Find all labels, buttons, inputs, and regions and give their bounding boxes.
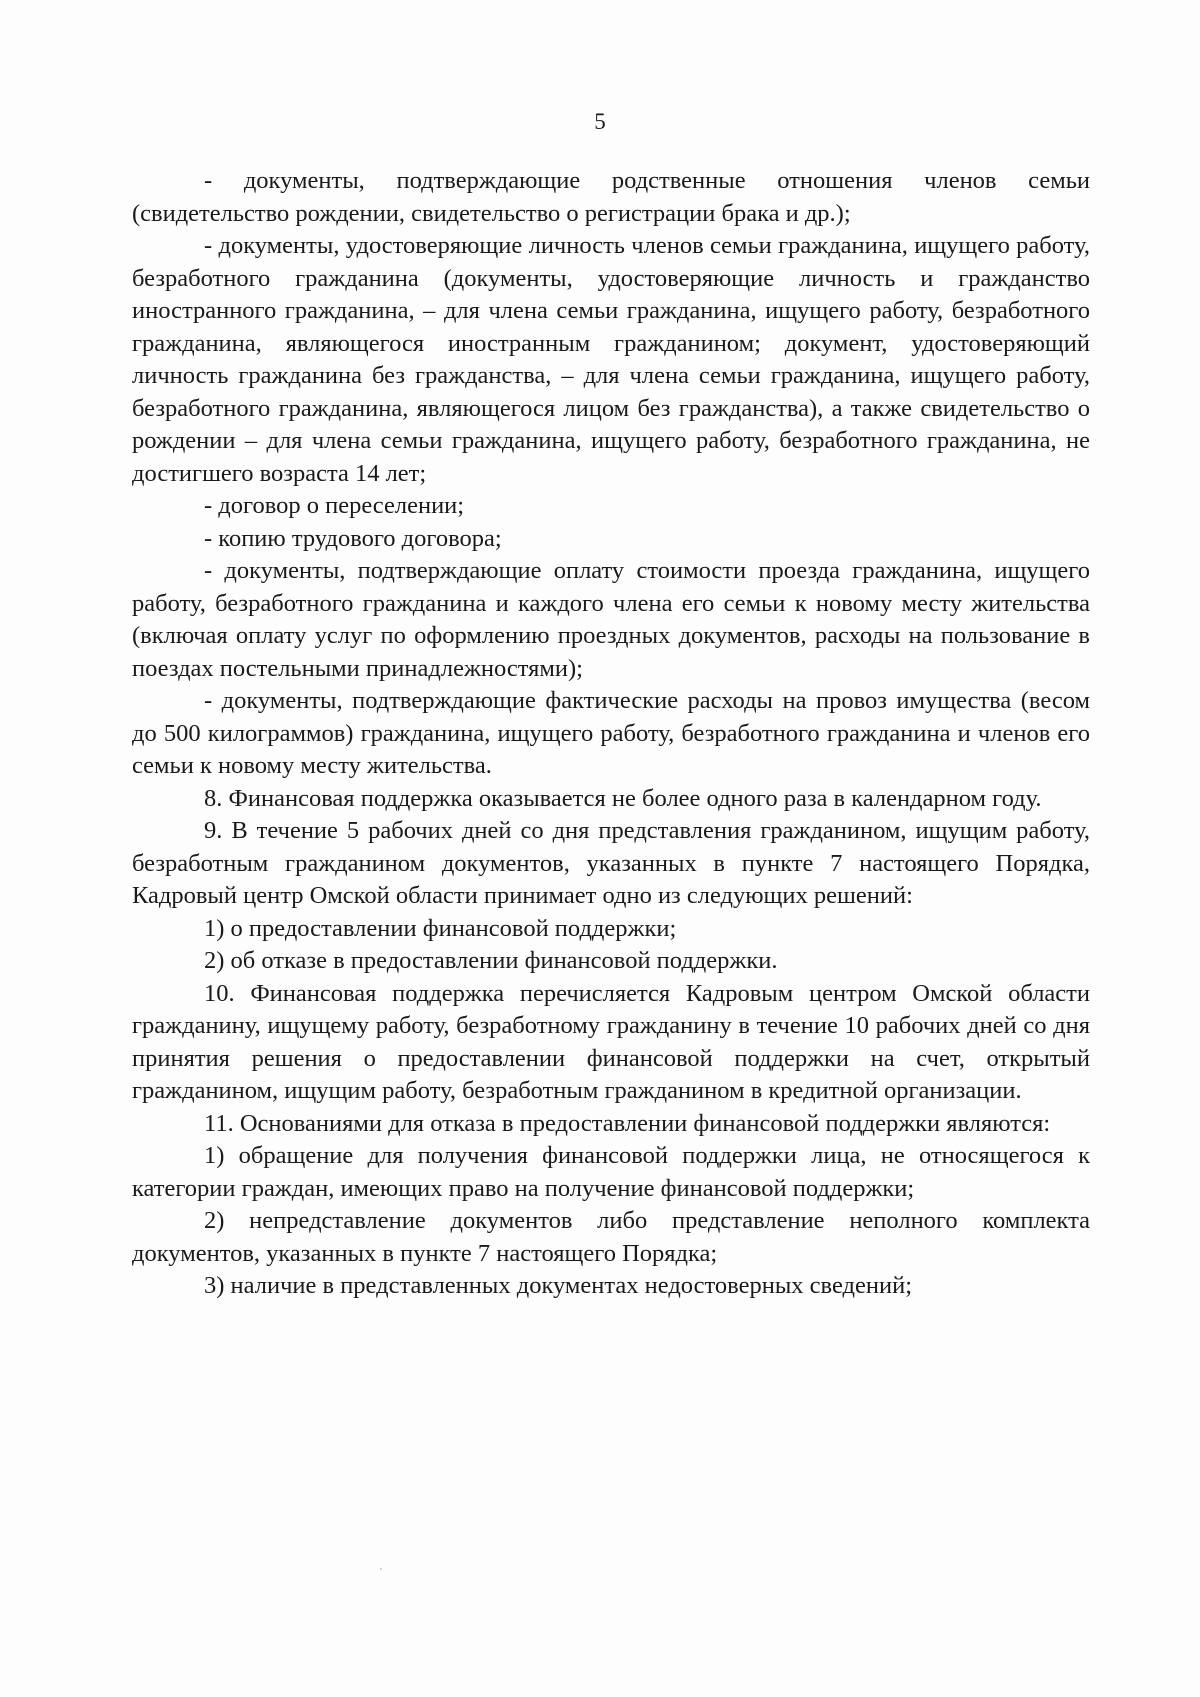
paragraph-identity-docs: - документы, удостоверяющие личность членов семьи гражданина, ищущего работу, безработного гражданина (документы, удостоверяющие личность и гражданство иностранного гражданина, – для члена семьи гражданина, ищущего работу, безработного гражданина, являющегося иностранным гражданином; документ, удостоверяющий личность гражданина без гражданства, – для члена семьи гражданина, ищущего работу, безработного гражданина, являющегося лицом без гражданства), а также свидетельство о рождении – для члена семьи гражданина, ищущего работу, безработного гражданина, не достигшего возраста 14 лет; [132, 232, 1090, 487]
paragraph-item-11-reason-3: 3) наличие в представленных документах недостоверных сведений; [204, 1272, 912, 1299]
paragraph-item-10: 10. Финансовая поддержка перечисляется Кадровым центром Омской области гражданину, ищущему работу, безработному гражданину в течение 10 рабочих дней со дня принятия решения о предоставлении финансовой поддержки на счет, открытый гражданином, ищущим работу, безработным гражданином в кредитной организации. [132, 979, 1090, 1104]
page-number: 5 [594, 109, 606, 134]
paragraph-item-8: 8. Финансовая поддержка оказывается не более одного раза в календарном году. [204, 784, 1042, 812]
document-body [132, 165, 1090, 1303]
paragraph-travel-cost-docs: - документы, подтверждающие оплату стоимости проезда гражданина, ищущего работу, безработного гражданина и каждого члена его семьи к новому месту жительства (включая оплату услуг по оформлению проездных документов, расходы на пользование в поездах постельными принадлежностями); [132, 557, 1090, 682]
paragraph-item-11-reason-2: 2) непредставление документов либо представление неполного комплекта документов, указанных в пункте 7 настоящего Порядка; [132, 1207, 1090, 1267]
paragraph-property-transport-docs: - документы, подтверждающие фактические расходы на провоз имущества (весом до 500 килограммов) гражданина, ищущего работу, безработного гражданина и членов его семьи к новому месту жительства. [132, 687, 1090, 779]
paragraph-family-relationship-docs: - документы, подтверждающие родственные отношения членов семьи (свидетельство рождении, свидетельство о регистрации брака и др.); [132, 167, 1090, 227]
paragraph-item-11-reason-1: 1) обращение для получения финансовой поддержки лица, не относящегося к категории граждан, имеющих право на получение финансовой поддержки; [132, 1142, 1090, 1202]
paragraph-item-9-option-2: 2) об отказе в предоставлении финансовой поддержки. [204, 947, 778, 974]
paragraph-item-9-option-1: 1) о предоставлении финансовой поддержки; [204, 914, 677, 942]
paragraph-item-11: 11. Основаниями для отказа в предоставлении финансовой поддержки являются: [204, 1109, 1051, 1137]
scan-speck [380, 1568, 382, 1570]
paragraph-relocation-agreement: - договор о переселении; [204, 492, 465, 519]
paragraph-employment-contract-copy: - копию трудового договора; [204, 524, 502, 552]
paragraph-item-9: 9. В течение 5 рабочих дней со дня представления гражданином, ищущим работу, безработным гражданином документов, указанных в пункте 7 настоящего Порядка, Кадровый центр Омской области принимает одно из следующих решений: [132, 817, 1090, 909]
